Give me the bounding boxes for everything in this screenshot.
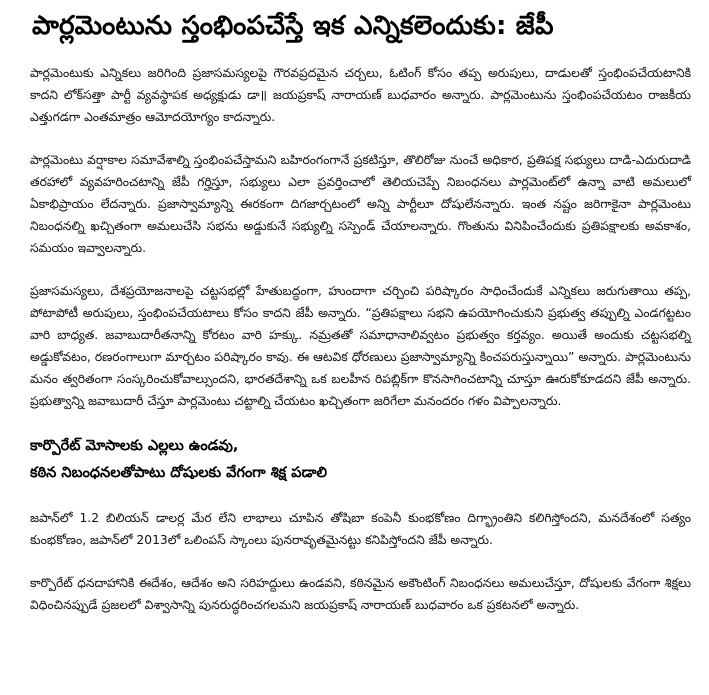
article-paragraph-1: పార్లమెంటుకు ఎన్నికలు జరిగింది ప్రజాసమస్యలపై గౌరవప్రదమైన చర్చలు, ఓటింగ్ కోసం తప్ప అరుపులు, దాడులతో స్తంభింపచేయటానికి కాదని లోక్‌సత్తా పార్టీ వ్యవస్థాపక అధ్యక్షుడు డా॥ జయప్రకాష్ నారాయణ్ బుధవారం అన్నారు. పార్లమెంటును స్తంభింపచేయటం రాజకీయ ఎత్తుగడగా ఎంతమాత్రం ఆమోదయోగ్యం కాదన్నారు. — [30, 66, 691, 124]
article-headline: పార్లమెంటును స్తంభింపచేస్తే ఇక ఎన్నికలెందుకు: జేపీ — [32, 11, 554, 41]
article-paragraph-2: పార్లమెంటు వర్షాకాల సమావేశాల్ని స్తంభింపచేస్తామని బహిరంగంగానే ప్రకటిస్తూ, తొలిరోజు నుంచే అధికార, ప్రతిపక్ష సభ్యులు దాడి-ఎదురుదాడి తరహాలో వ్యవహరించటాన్ని జేపీ గర్హిస్తూ, సభ్యులు ఎలా ప్రవర్తించాలో తెలియచెప్పే నిబంధనలు పార్లమెంట్‌లో ఉన్నా వాటి అమలులో ఏకాభిప్రాయం లేదన్నారు. ప్రజాస్వామ్యాన్ని ఈరకంగా దిగజార్చటంలో అన్ని పార్టీలూ దోషులేనన్నారు. ఇంత నష్టం జరిగాకైనా పార్లమెంటు నిబంధనల్ని ఖచ్చితంగా అమలుచేసి సభను అడ్డుకునే సభ్యుల్ని సస్పెండ్ చేయాలన్నారు. గొంతును వినిపించేందుకు ప్రతిపక్షాలకు అవకాశం, సమయం ఇవ్వాలన్నారు. — [30, 153, 691, 255]
article-paragraph-5: కార్పొరేట్ ధనదాహానికి ఈదేశం, ఆదేశం అని సరిహద్దులు ఉండవని, కఠినమైన అకౌంటింగ్ నిబంధనలు అమలుచేస్తూ, దోషులకు వేగంగా శిక్షలు విధించినప్పుడే ప్రజలలో విశ్వాసాన్ని పునరుద్ధరించగలమని జయప్రకాష్ నారాయణ్ బుధవారం ఒక ప్రకటనలో అన్నారు. — [30, 576, 691, 612]
article-subheadings — [30, 433, 691, 487]
article-paragraph-3: ప్రజాసమస్యలు, దేశప్రయోజనాలపై చట్టసభల్లో హేతుబద్ధంగా, హుందాగా చర్చించి పరిష్కారం సాధించేందుకే ఎన్నికలు జరుగుతాయి తప్ప, పోటాపోటీ అరుపులు, స్తంభింపచేయటాలు కోసం కాదని జేపీ అన్నారు. “ప్రతిపక్షాలు సభని ఉపయోగించుకుని ప్రభుత్వ తప్పుల్ని ఎండగట్టటం వారి బాధ్యత. జవాబుదారీతనాన్ని కోరటం వారి హక్కు. నమ్రతతో సమాధానాలివ్వటం ప్రభుత్వం కర్తవ్యం. అయితే అందుకు చట్టసభల్ని అడ్డుకోవటం, రణరంగాలుగా మార్చటం పరిష్కారం కావు. ఈ ఆటవిక ధోరణులు ప్రజాస్వామ్యాన్ని కించపరుస్తున్నాయి” అన్నారు. పార్లమెంటును మనం త్వరితంగా సంస్కరించుకోవాల్సుందని, భారతదేశాన్ని ఒక బలహీన రిపబ్లిక్‌గా కొనసాగించటాన్ని చూస్తూ ఊరుకోకూడదని జేపీ అన్నారు. ప్రభుత్వాన్ని జవాబుదారీ చేస్తూ పార్లమెంటు చట్టాల్ని చేయటం ఖచ్చితంగా జరిగేలా మనందరం గళం విప్పాలన్నారు. — [30, 284, 691, 408]
article-subheading-1: కార్పొరేట్ మోసాలకు ఎల్లలు ఉండవు, — [30, 438, 239, 454]
article-paragraph-4: జపాన్‌లో 1.2 బిలియన్ డాలర్ల మేర లేని లాభాలు చూపిన తోషిబా కంపెనీ కుంభకోణం దిగ్భ్రాంతిని కలిగిస్తోందని, మనదేశంలో సత్యం కుంభకోణం, జపాన్‌లో 2013లో ఒలింపస్ స్కాంలు పునరావృతమైనట్టు కనిపిస్తోందని జేపీ అన్నారు. — [30, 511, 691, 547]
article-subheading-2: కఠిన నిబంధనలతోపాటు దోషులకు వేగంగా శిక్ష పడాలి — [30, 465, 328, 481]
